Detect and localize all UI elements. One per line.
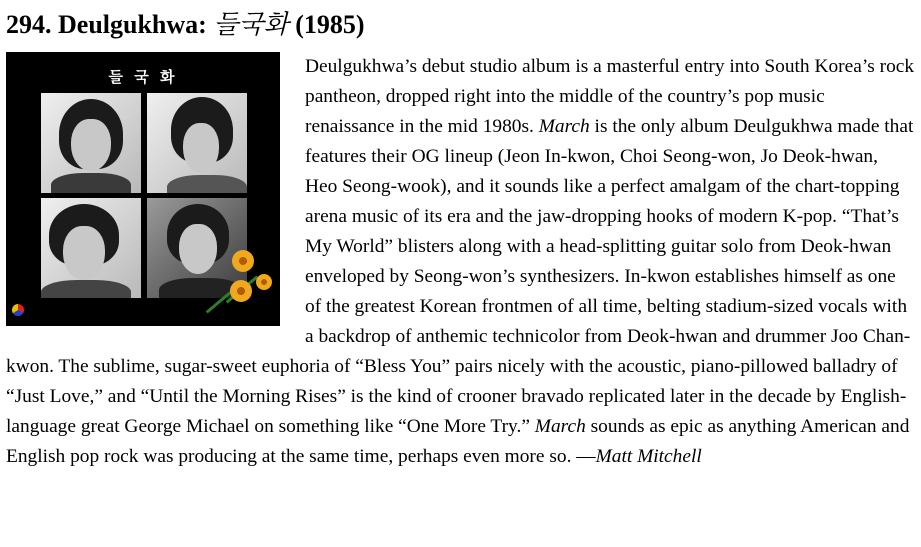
album-title-emphasis: March — [534, 416, 586, 437]
review-text-part-3: sounds as epic as anything American and English pop rock was producing at the same time, perhaps even more so. — — [6, 416, 910, 467]
label-logo — [12, 304, 24, 316]
band-member-photo — [41, 93, 141, 193]
album-cover-image — [6, 52, 280, 326]
album-title-emphasis: March — [538, 116, 590, 137]
flower-decoration — [256, 274, 272, 290]
entry-title-year: (1985) — [288, 10, 365, 39]
review-text-part-2: is the only album Deulgukhwa made that features their OG lineup (Jeon In-kwon, Choi Seong-won, Jo Deok-hwan, Heo Seong-wook), and it sounds like a perfect amalgam of the chart-topping arena music of its era and the jaw-dropping hooks of modern K-pop. “That’s My World” blisters along with a head-splitting guitar solo from Deok-hwan enveloped by Seong-won’s synthesizers. In-kwon establishes himself as one of the greatest Korean frontmen of all time, belting stadium-sized vocals with a backdrop of anthemic technicolor from Deok-hwan and drummer Joo Chan-kwon. The sublime, sugar-sweet euphoria of “Bless You” pairs nicely with the acoustic, piano-pillowed balladry of “Just Love,” and “Until the Morning Rises” is the kind of crooner bravado replicated later in the decade by English-language great George Michael on something like “One More Try.” — [6, 116, 914, 437]
band-member-photo — [147, 93, 247, 193]
entry-title-korean: 들국화 — [213, 10, 289, 39]
album-cover-title: 들 국 화 — [108, 68, 178, 86]
band-member-photo — [41, 198, 141, 298]
flower-decoration — [232, 250, 254, 272]
review-text-part-1: Deulgukhwa’s debut studio album is a masterful entry into South Korea’s rock pantheon, dropped right into the middle of the country’s pop music renaissance in the mid 1980s. — [305, 56, 915, 137]
entry-title-prefix: 294. Deulgukhwa: — [6, 10, 214, 39]
flower-decoration — [230, 280, 252, 302]
review-author: Matt Mitchell — [595, 446, 702, 467]
entry-title — [6, 6, 915, 44]
